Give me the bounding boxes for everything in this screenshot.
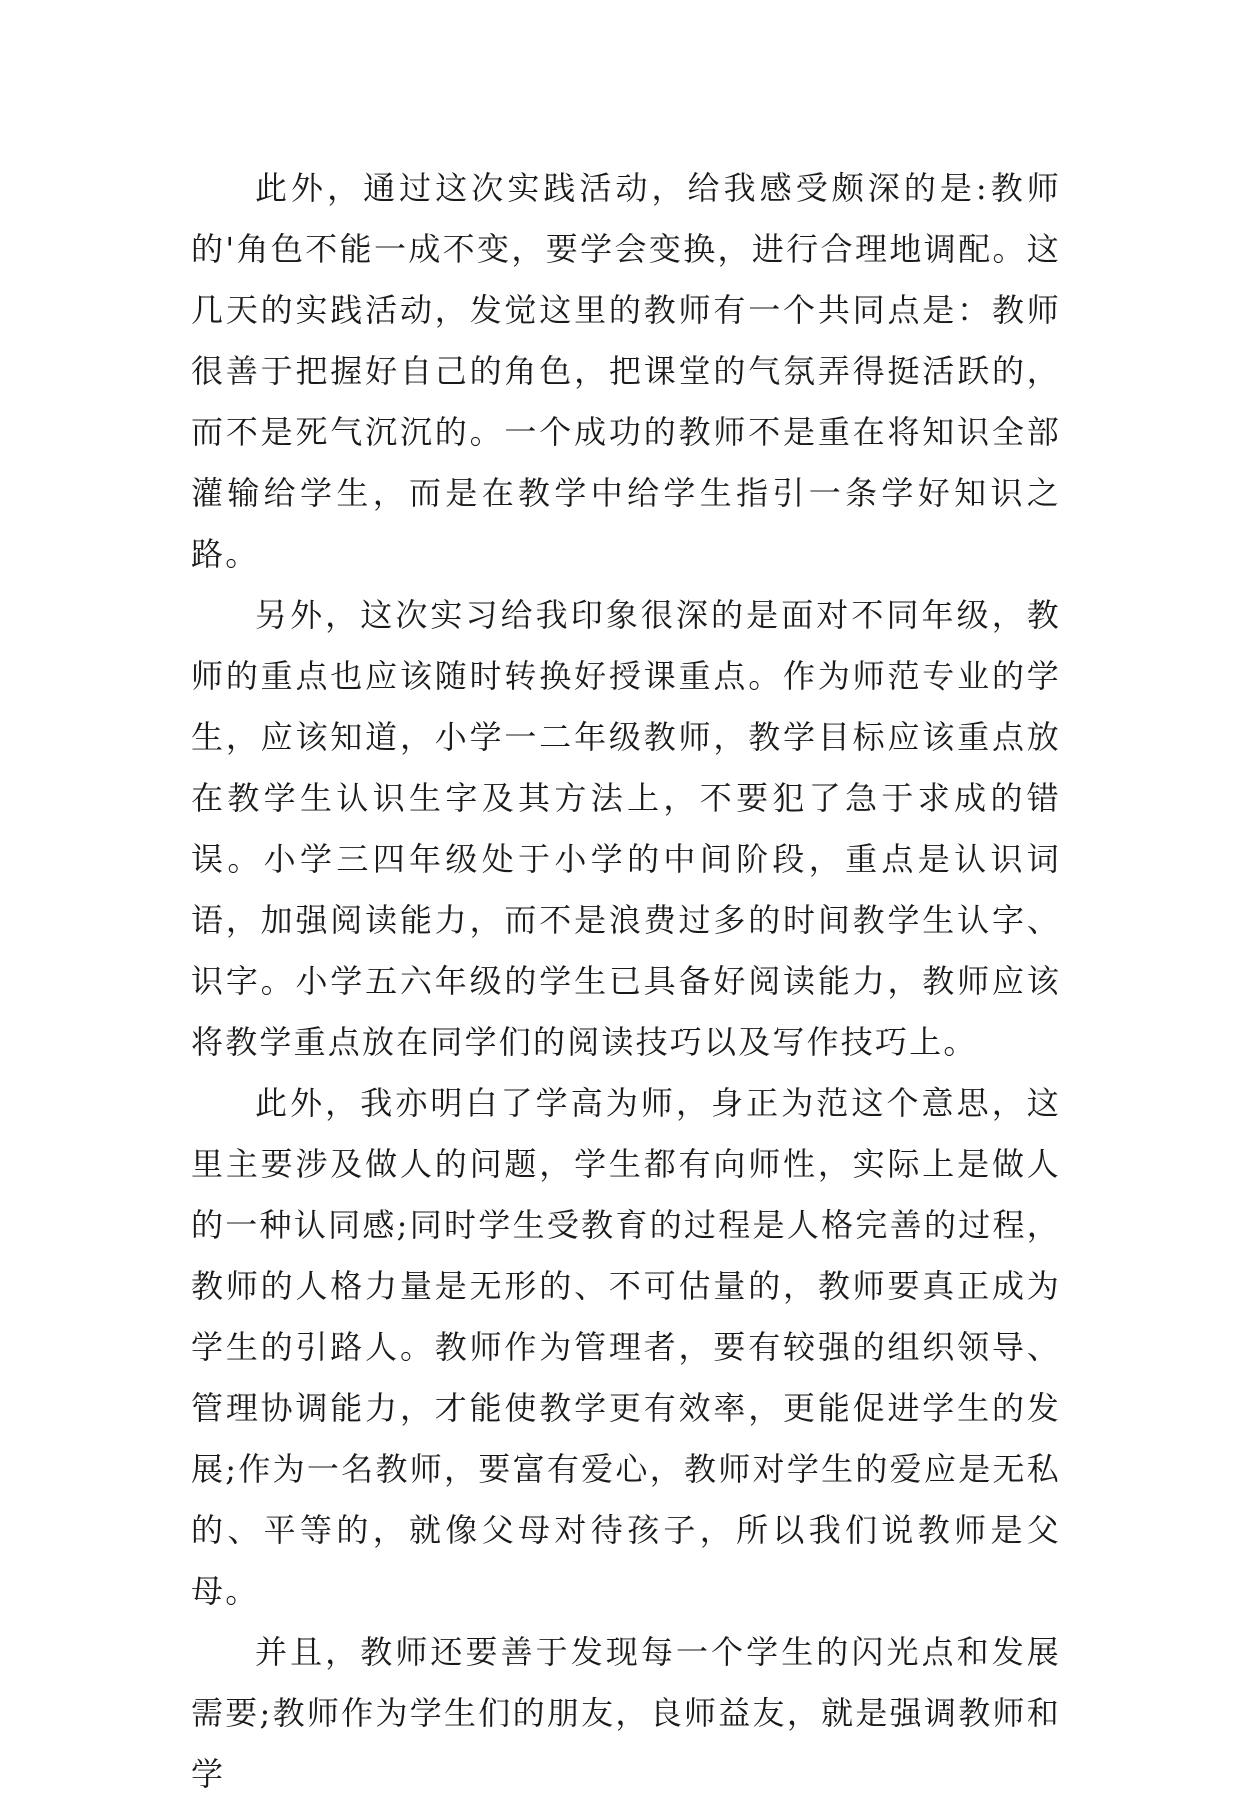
paragraph-1: 此外，通过这次实践活动，给我感受颇深的是:教师的'角色不能一成不变，要学会变换，进行合理地调配。这几天的实践活动，发觉这里的教师有一个共同点是：教师很善于把握好自己的角色，把课堂的气氛弄得挺活跃的，而不是死气沉沉的。一个成功的教师不是重在将知识全部灌输给学生，而是在教学中给学生指引一条学好知识之路。 <box>191 169 1061 573</box>
body-text <box>191 158 1061 1805</box>
paragraph-4: 并且，教师还要善于发现每一个学生的闪光点和发展需要;教师作为学生们的朋友，良师益友，就是强调教师和学 <box>191 1633 1061 1793</box>
paragraph-2: 另外，这次实习给我印象很深的是面对不同年级，教师的重点也应该随时转换好授课重点。作为师范专业的学生，应该知道，小学一二年级教师，教学目标应该重点放在教学生认识生字及其方法上，不要犯了急于求成的错误。小学三四年级处于小学的中间阶段，重点是认识词语，加强阅读能力，而不是浪费过多的时间教学生认字、识字。小学五六年级的学生已具备好阅读能力，教师应该将教学重点放在同学们的阅读技巧以及写作技巧上。 <box>191 596 1061 1061</box>
paragraph-3: 此外，我亦明白了学高为师，身正为范这个意思，这里主要涉及做人的问题，学生都有向师性，实际上是做人的一种认同感;同时学生受教育的过程是人格完善的过程，教师的人格力量是无形的、不可估量的，教师要真正成为学生的引路人。教师作为管理者，要有较强的组织领导、管理协调能力，才能使教学更有效率，更能促进学生的发展;作为一名教师，要富有爱心，教师对学生的爱应是无私的、平等的，就像父母对待孩子，所以我们说教师是父母。 <box>191 1084 1061 1610</box>
